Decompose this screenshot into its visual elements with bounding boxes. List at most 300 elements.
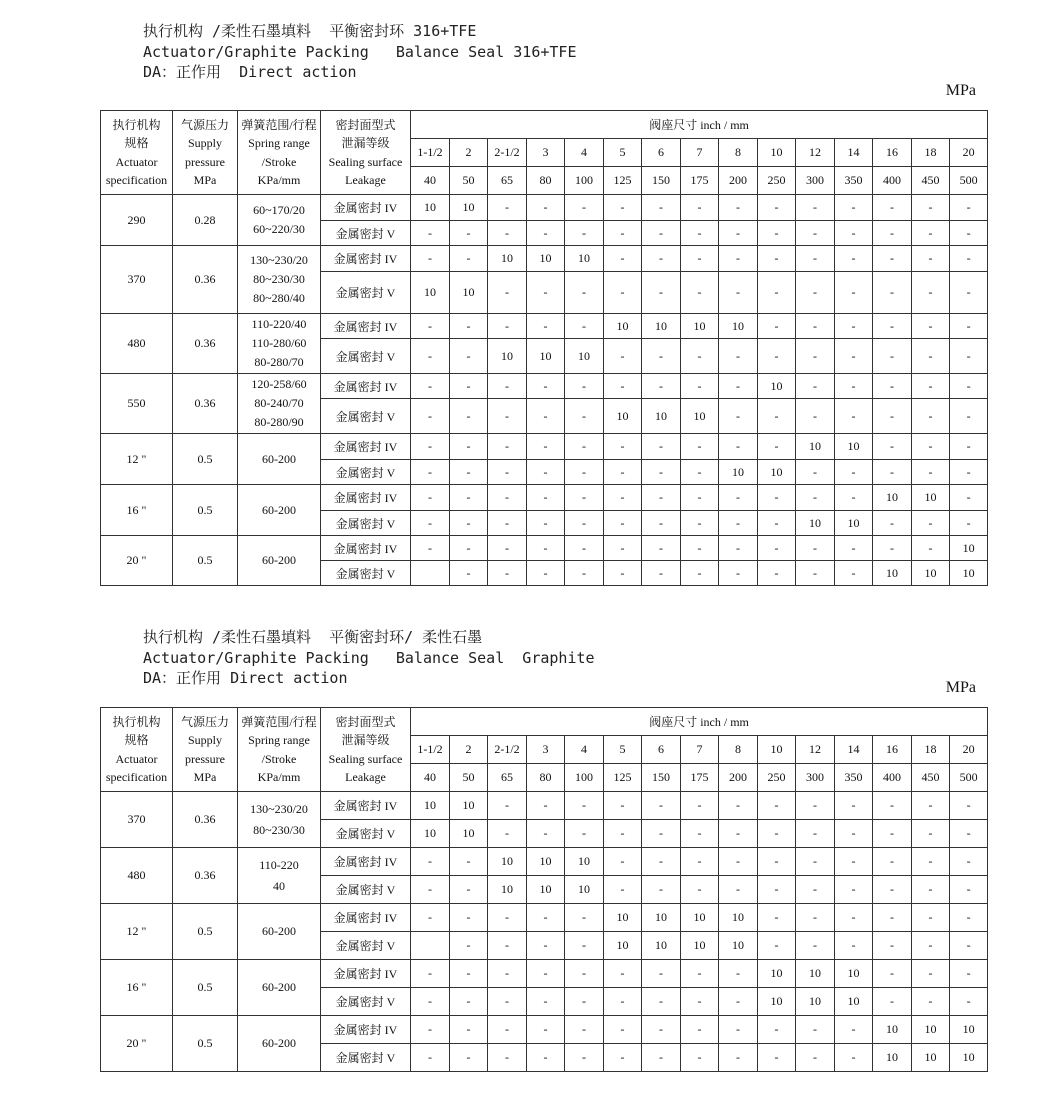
actuator-spec-cell: 550 xyxy=(101,374,173,434)
value-cell: - xyxy=(719,374,758,399)
supply-pressure-cell: 0.36 xyxy=(173,314,238,374)
value-cell: - xyxy=(758,536,796,561)
value-cell: - xyxy=(950,485,988,511)
value-cell: 10 xyxy=(719,460,758,485)
value-cell: - xyxy=(719,792,758,820)
section-2-title-en: Actuator/Graphite Packing Balance Seal Graphite xyxy=(143,648,595,667)
value-cell: 10 xyxy=(642,399,681,434)
value-cell: - xyxy=(681,339,719,374)
value-cell: - xyxy=(565,960,604,988)
value-cell: - xyxy=(758,904,796,932)
value-cell: - xyxy=(873,848,912,876)
value-cell: - xyxy=(835,1016,873,1044)
value-cell: - xyxy=(565,1044,604,1072)
value-cell: - xyxy=(796,314,835,339)
sealing-leakage-cell: 金属密封 IV xyxy=(321,536,411,561)
value-cell: - xyxy=(642,1016,681,1044)
table-row xyxy=(101,848,988,876)
value-cell: - xyxy=(450,246,488,272)
value-cell: - xyxy=(758,195,796,221)
spring-range-value: 60~170/20 xyxy=(253,203,305,217)
value-cell: - xyxy=(719,1044,758,1072)
seat-size-inch-1: 2 xyxy=(450,139,488,167)
value-cell: 10 xyxy=(527,848,565,876)
value-cell: - xyxy=(758,876,796,904)
seat-size-inch-6: 6 xyxy=(642,139,681,167)
value-cell: - xyxy=(758,272,796,314)
value-cell: - xyxy=(411,314,450,339)
sealing-leakage-cell: 金属密封 V xyxy=(321,221,411,246)
actuator-spec-cell: 370 xyxy=(101,792,173,848)
value-cell: - xyxy=(565,536,604,561)
header-supply-pressure: 气源压力 Supply pressure MPa xyxy=(173,708,238,792)
value-cell: 10 xyxy=(565,246,604,272)
value-cell: - xyxy=(681,195,719,221)
table-row xyxy=(101,960,988,988)
value-cell: - xyxy=(873,272,912,314)
spring-range-value: 80-280/70 xyxy=(254,355,304,369)
spring-range-cell xyxy=(238,792,321,848)
value-cell: - xyxy=(565,399,604,434)
value-cell: - xyxy=(488,988,527,1016)
value-cell: - xyxy=(719,272,758,314)
section-2-heading xyxy=(143,627,595,689)
value-cell: 10 xyxy=(604,932,642,960)
spec-table-1 xyxy=(100,110,988,586)
value-cell: - xyxy=(758,485,796,511)
value-cell: 10 xyxy=(527,246,565,272)
section-2-title-cn: 执行机构 /柔性石墨填料 平衡密封环/ 柔性石墨 xyxy=(143,628,483,646)
value-cell: - xyxy=(450,485,488,511)
supply-pressure-cell: 0.5 xyxy=(173,536,238,586)
value-cell: - xyxy=(835,848,873,876)
value-cell: - xyxy=(450,511,488,536)
value-cell: - xyxy=(758,792,796,820)
value-cell: - xyxy=(681,876,719,904)
seat-size-mm-0: 40 xyxy=(411,167,450,195)
seat-size-mm-14: 500 xyxy=(950,167,988,195)
value-cell: - xyxy=(450,848,488,876)
value-cell: - xyxy=(912,399,950,434)
value-cell: - xyxy=(642,195,681,221)
value-cell: - xyxy=(681,536,719,561)
actuator-spec-cell: 480 xyxy=(101,848,173,904)
seat-size-inch-5: 5 xyxy=(604,139,642,167)
spring-range-cell xyxy=(238,848,321,904)
value-cell: 10 xyxy=(565,848,604,876)
value-cell: 10 xyxy=(835,511,873,536)
value-cell: 10 xyxy=(758,374,796,399)
actuator-spec-cell: 16 " xyxy=(101,960,173,1016)
value-cell: - xyxy=(642,272,681,314)
value-cell: - xyxy=(450,932,488,960)
value-cell: - xyxy=(411,876,450,904)
spring-range-value: 60-200 xyxy=(262,980,296,994)
seat-size-inch-9: 10 xyxy=(758,736,796,764)
value-cell: - xyxy=(565,195,604,221)
value-cell: - xyxy=(450,339,488,374)
value-cell: - xyxy=(604,561,642,586)
value-cell: - xyxy=(642,820,681,848)
value-cell: 10 xyxy=(796,960,835,988)
value-cell: - xyxy=(796,932,835,960)
value-cell: 10 xyxy=(411,792,450,820)
value-cell: - xyxy=(950,876,988,904)
seat-size-mm-6: 150 xyxy=(642,764,681,792)
value-cell: - xyxy=(835,904,873,932)
sealing-leakage-cell: 金属密封 IV xyxy=(321,960,411,988)
seat-size-mm-1: 50 xyxy=(450,764,488,792)
value-cell: - xyxy=(873,314,912,339)
seat-size-mm-11: 350 xyxy=(835,764,873,792)
sealing-leakage-cell: 金属密封 V xyxy=(321,339,411,374)
seat-size-mm-6: 150 xyxy=(642,167,681,195)
spring-range-cell xyxy=(238,960,321,1016)
seat-size-inch-8: 8 xyxy=(719,736,758,764)
value-cell: 10 xyxy=(758,460,796,485)
value-cell: - xyxy=(411,960,450,988)
value-cell: - xyxy=(950,434,988,460)
seat-size-inch-6: 6 xyxy=(642,736,681,764)
value-cell: - xyxy=(604,848,642,876)
spec-table-2 xyxy=(100,707,988,1072)
spring-range-cell xyxy=(238,1016,321,1072)
sealing-leakage-cell: 金属密封 IV xyxy=(321,246,411,272)
seat-size-inch-10: 12 xyxy=(796,736,835,764)
value-cell: - xyxy=(873,960,912,988)
value-cell: - xyxy=(450,561,488,586)
spring-range-value: 60-200 xyxy=(262,451,296,466)
value-cell: - xyxy=(527,988,565,1016)
value-cell: 10 xyxy=(835,988,873,1016)
value-cell: - xyxy=(950,988,988,1016)
value-cell: - xyxy=(527,536,565,561)
seat-size-mm-7: 175 xyxy=(681,764,719,792)
value-cell: 10 xyxy=(758,960,796,988)
seat-size-mm-0: 40 xyxy=(411,764,450,792)
value-cell: 10 xyxy=(488,848,527,876)
value-cell: 10 xyxy=(912,485,950,511)
value-cell: - xyxy=(835,485,873,511)
value-cell: - xyxy=(527,511,565,536)
seat-size-inch-1: 2 xyxy=(450,736,488,764)
value-cell: - xyxy=(411,1044,450,1072)
value-cell: - xyxy=(758,221,796,246)
value-cell: - xyxy=(873,195,912,221)
value-cell: - xyxy=(527,485,565,511)
value-cell: - xyxy=(565,272,604,314)
value-cell: - xyxy=(873,460,912,485)
value-cell: - xyxy=(719,434,758,460)
value-cell: 10 xyxy=(450,272,488,314)
value-cell: - xyxy=(450,1016,488,1044)
seat-size-inch-3: 3 xyxy=(527,139,565,167)
seat-size-inch-11: 14 xyxy=(835,139,873,167)
seat-size-mm-8: 200 xyxy=(719,167,758,195)
sealing-leakage-cell: 金属密封 V xyxy=(321,399,411,434)
seat-size-inch-10: 12 xyxy=(796,139,835,167)
value-cell: - xyxy=(912,434,950,460)
seat-size-mm-13: 450 xyxy=(912,764,950,792)
value-cell: - xyxy=(950,511,988,536)
value-cell: - xyxy=(488,434,527,460)
value-cell: - xyxy=(873,932,912,960)
seat-size-inch-13: 18 xyxy=(912,139,950,167)
header-spring-range: 弹簧范围/行程 Spring range /Stroke KPa/mm xyxy=(238,708,321,792)
value-cell: 10 xyxy=(527,876,565,904)
value-cell: - xyxy=(835,246,873,272)
value-cell: - xyxy=(604,1016,642,1044)
seat-size-mm-1: 50 xyxy=(450,167,488,195)
seat-size-mm-9: 250 xyxy=(758,764,796,792)
sealing-leakage-cell: 金属密封 V xyxy=(321,988,411,1016)
value-cell: - xyxy=(450,221,488,246)
value-cell: - xyxy=(796,460,835,485)
value-cell: - xyxy=(873,536,912,561)
value-cell: 10 xyxy=(642,904,681,932)
value-cell: - xyxy=(912,932,950,960)
value-cell: - xyxy=(450,876,488,904)
spring-range-value: 80~230/30 xyxy=(253,822,305,837)
value-cell: - xyxy=(565,434,604,460)
spring-range-cell xyxy=(238,904,321,960)
value-cell: - xyxy=(488,792,527,820)
supply-pressure-cell: 0.36 xyxy=(173,374,238,434)
spring-range-cell xyxy=(238,314,321,374)
seat-size-inch-14: 20 xyxy=(950,139,988,167)
value-cell: - xyxy=(411,246,450,272)
value-cell: - xyxy=(950,792,988,820)
value-cell: 10 xyxy=(604,904,642,932)
value-cell: - xyxy=(796,485,835,511)
value-cell: - xyxy=(950,374,988,399)
value-cell: - xyxy=(642,876,681,904)
supply-pressure-cell: 0.5 xyxy=(173,1016,238,1072)
value-cell: - xyxy=(950,195,988,221)
spring-range-value: 110-220/40 xyxy=(251,317,307,331)
section-1-heading xyxy=(143,21,576,83)
value-cell: - xyxy=(604,272,642,314)
value-cell: - xyxy=(642,561,681,586)
value-cell: - xyxy=(796,399,835,434)
value-cell: - xyxy=(488,221,527,246)
value-cell: - xyxy=(719,195,758,221)
seat-size-mm-3: 80 xyxy=(527,167,565,195)
value-cell: 10 xyxy=(950,561,988,586)
spring-range-value: 80~230/30 xyxy=(253,272,305,286)
value-cell: - xyxy=(950,460,988,485)
seat-size-inch-4: 4 xyxy=(565,139,604,167)
actuator-spec-cell: 20 " xyxy=(101,1016,173,1072)
spring-range-value: 110-220 xyxy=(259,857,299,872)
value-cell: 10 xyxy=(681,904,719,932)
value-cell: - xyxy=(912,848,950,876)
spring-range-cell xyxy=(238,195,321,246)
seat-size-mm-5: 125 xyxy=(604,167,642,195)
sealing-leakage-cell: 金属密封 IV xyxy=(321,374,411,399)
section-1-title-cn: 执行机构 /柔性石墨填料 平衡密封环 316+TFE xyxy=(143,22,477,40)
value-cell: - xyxy=(604,221,642,246)
seat-size-inch-0: 1-1/2 xyxy=(411,139,450,167)
header-spring-range: 弹簧范围/行程 Spring range /Stroke KPa/mm xyxy=(238,111,321,195)
value-cell: - xyxy=(681,988,719,1016)
value-cell: - xyxy=(835,561,873,586)
seat-size-mm-11: 350 xyxy=(835,167,873,195)
seat-size-inch-7: 7 xyxy=(681,139,719,167)
sealing-leakage-cell: 金属密封 IV xyxy=(321,314,411,339)
value-cell: - xyxy=(950,221,988,246)
seat-size-inch-5: 5 xyxy=(604,736,642,764)
value-cell: - xyxy=(565,988,604,1016)
value-cell: 10 xyxy=(527,339,565,374)
value-cell: - xyxy=(719,339,758,374)
value-cell: 10 xyxy=(642,932,681,960)
value-cell: - xyxy=(912,820,950,848)
value-cell: - xyxy=(796,536,835,561)
sealing-leakage-cell: 金属密封 IV xyxy=(321,904,411,932)
value-cell: 10 xyxy=(565,876,604,904)
header-seat-size: 阀座尺寸 inch / mm xyxy=(411,708,988,736)
value-cell: - xyxy=(796,221,835,246)
value-cell: - xyxy=(604,960,642,988)
value-cell: - xyxy=(758,246,796,272)
value-cell: - xyxy=(681,374,719,399)
value-cell: - xyxy=(488,1044,527,1072)
value-cell: - xyxy=(527,195,565,221)
section-2-unit: MPa xyxy=(945,679,976,696)
supply-pressure-cell: 0.5 xyxy=(173,960,238,1016)
actuator-spec-cell: 12 " xyxy=(101,434,173,485)
value-cell: 10 xyxy=(681,399,719,434)
value-cell: 10 xyxy=(411,195,450,221)
seat-size-mm-8: 200 xyxy=(719,764,758,792)
value-cell: - xyxy=(411,460,450,485)
value-cell: - xyxy=(642,246,681,272)
value-cell: 10 xyxy=(950,1044,988,1072)
value-cell: - xyxy=(758,820,796,848)
value-cell: - xyxy=(488,460,527,485)
seat-size-mm-12: 400 xyxy=(873,764,912,792)
value-cell: - xyxy=(912,460,950,485)
value-cell: - xyxy=(835,339,873,374)
value-cell: - xyxy=(681,1016,719,1044)
value-cell: - xyxy=(450,1044,488,1072)
value-cell: - xyxy=(758,511,796,536)
spring-range-cell xyxy=(238,246,321,314)
value-cell: - xyxy=(565,561,604,586)
value-cell: - xyxy=(912,221,950,246)
value-cell: - xyxy=(450,374,488,399)
sealing-leakage-cell: 金属密封 V xyxy=(321,460,411,485)
value-cell: - xyxy=(604,434,642,460)
value-cell: - xyxy=(642,374,681,399)
value-cell: - xyxy=(796,561,835,586)
value-cell: - xyxy=(527,960,565,988)
spring-range-value: 60-200 xyxy=(262,553,296,567)
spring-range-value: 80-280/90 xyxy=(254,415,304,429)
sealing-leakage-cell: 金属密封 V xyxy=(321,561,411,586)
value-cell: - xyxy=(950,314,988,339)
value-cell: 10 xyxy=(912,561,950,586)
value-cell: - xyxy=(450,988,488,1016)
value-cell: - xyxy=(719,1016,758,1044)
value-cell: - xyxy=(796,246,835,272)
actuator-spec-cell: 16 " xyxy=(101,485,173,536)
value-cell: - xyxy=(873,221,912,246)
value-cell: 10 xyxy=(873,1044,912,1072)
spring-range-value: 110-280/60 xyxy=(251,336,307,350)
value-cell: - xyxy=(488,485,527,511)
sealing-leakage-cell: 金属密封 IV xyxy=(321,792,411,820)
value-cell: - xyxy=(719,988,758,1016)
value-cell: - xyxy=(950,848,988,876)
value-cell: - xyxy=(835,221,873,246)
value-cell: - xyxy=(527,561,565,586)
section-1-unit: MPa xyxy=(945,82,976,99)
value-cell: - xyxy=(912,272,950,314)
value-cell: - xyxy=(604,536,642,561)
value-cell: - xyxy=(642,221,681,246)
value-cell: - xyxy=(488,820,527,848)
value-cell: - xyxy=(488,1016,527,1044)
seat-size-mm-14: 500 xyxy=(950,764,988,792)
value-cell: - xyxy=(950,246,988,272)
section-2-mode: DA：正作用 Direct action xyxy=(143,669,348,687)
value-cell: - xyxy=(796,272,835,314)
value-cell: - xyxy=(527,399,565,434)
value-cell: - xyxy=(642,1044,681,1072)
value-cell: - xyxy=(835,399,873,434)
seat-size-mm-7: 175 xyxy=(681,167,719,195)
value-cell: - xyxy=(527,460,565,485)
actuator-spec-cell: 20 " xyxy=(101,536,173,586)
header-actuator-spec: 执行机构 规格 Actuator specification xyxy=(101,111,173,195)
value-cell: 10 xyxy=(873,561,912,586)
value-cell: - xyxy=(873,988,912,1016)
spring-range-cell xyxy=(238,485,321,536)
value-cell: 10 xyxy=(604,314,642,339)
value-cell: 10 xyxy=(411,272,450,314)
spring-range-value: 80~280/40 xyxy=(253,291,305,305)
spring-range-value: 130~230/20 xyxy=(250,801,308,816)
value-cell: - xyxy=(912,904,950,932)
spring-range-value: 120-258/60 xyxy=(251,377,307,391)
value-cell: 10 xyxy=(912,1016,950,1044)
table-row xyxy=(101,246,988,272)
value-cell: - xyxy=(527,272,565,314)
header-sealing-leakage: 密封面型式 泄漏等级 Sealing surface Leakage xyxy=(321,111,411,195)
value-cell: 10 xyxy=(719,314,758,339)
seat-size-inch-8: 8 xyxy=(719,139,758,167)
seat-size-inch-14: 20 xyxy=(950,736,988,764)
seat-size-inch-11: 14 xyxy=(835,736,873,764)
value-cell: - xyxy=(565,904,604,932)
table-row xyxy=(101,314,988,339)
value-cell: - xyxy=(604,1044,642,1072)
spring-range-value: 80-240/70 xyxy=(254,396,304,410)
seat-size-inch-13: 18 xyxy=(912,736,950,764)
value-cell: - xyxy=(604,339,642,374)
value-cell: - xyxy=(527,820,565,848)
value-cell: 10 xyxy=(835,434,873,460)
value-cell: - xyxy=(912,314,950,339)
value-cell: - xyxy=(835,195,873,221)
value-cell: - xyxy=(835,314,873,339)
actuator-spec-cell: 12 " xyxy=(101,904,173,960)
value-cell: 10 xyxy=(796,511,835,536)
value-cell: - xyxy=(873,792,912,820)
value-cell: - xyxy=(873,511,912,536)
